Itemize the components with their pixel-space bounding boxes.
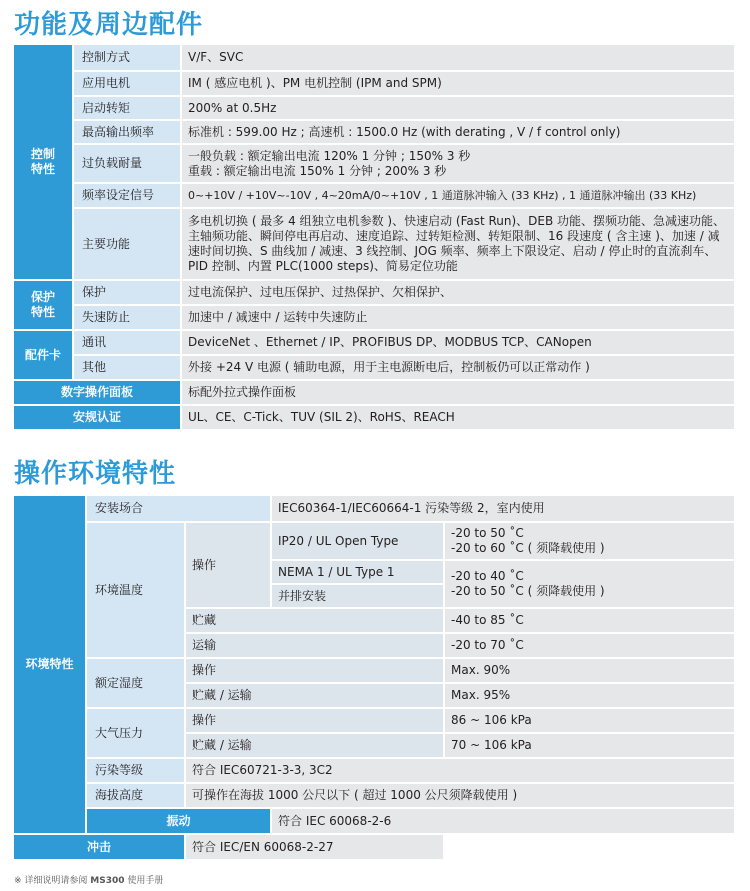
table-row bbox=[14, 120, 735, 144]
table-row bbox=[14, 834, 735, 860]
row-value: 86 ~ 106 kPa bbox=[444, 708, 735, 733]
table-row bbox=[14, 496, 735, 522]
row-value: 加速中 / 减速中 / 运转中失速防止 bbox=[181, 305, 735, 330]
row-label: 安装场合 bbox=[86, 496, 271, 522]
row-value: 一般负载 : 额定输出电流 120% 1 分钟 ; 150% 3 秒 重载 : 额定输出电流 150% 1 分钟 ; 200% 3 秒 bbox=[181, 144, 735, 183]
sub-label: IP20 / UL Open Type bbox=[271, 522, 444, 560]
row-value: 外接 +24 V 电源 ( 辅助电源，用于主电源断电后，控制板仍可以正常动作 ) bbox=[181, 355, 735, 380]
row-label: 其他 bbox=[73, 355, 181, 380]
table-row bbox=[14, 355, 735, 380]
row-value: UL、CE、C-Tick、TUV (SIL 2)、RoHS、REACH bbox=[181, 405, 735, 430]
row-label-temperature: 环境温度 bbox=[86, 522, 185, 658]
row-value: 标配外拉式操作面板 bbox=[181, 380, 735, 405]
sub-label: 贮藏 bbox=[185, 608, 444, 633]
section-title-features: 功能及周边配件 bbox=[14, 10, 204, 40]
footnote-suffix: 使用手册 bbox=[124, 876, 164, 886]
table-row bbox=[14, 144, 735, 183]
table-row bbox=[14, 808, 735, 834]
row-label: 过负载耐量 bbox=[73, 144, 181, 183]
row-label-cert: 安规认证 bbox=[14, 405, 181, 430]
row-value: 可操作在海拔 1000 公尺以下 ( 超过 1000 公尺须降载使用 ) bbox=[185, 783, 735, 808]
row-label: 启动转矩 bbox=[73, 96, 181, 120]
sub-label: 操作 bbox=[185, 658, 444, 683]
table-row bbox=[14, 45, 735, 71]
row-value: 0~+10V / +10V~-10V , 4~20mA/0~+10V , 1 通道脉冲输入 (33 KHz) , 1 通道脉冲输出 (33 KHz) bbox=[181, 183, 735, 208]
row-label-altitude: 海拔高度 bbox=[86, 783, 185, 808]
table-row bbox=[14, 658, 735, 683]
row-value: -40 to 85 ˚C bbox=[444, 608, 735, 633]
row-value: -20 to 50 ˚C -20 to 60 ˚C ( 须降载使用 ) bbox=[444, 522, 735, 560]
group-environment: 环境特性 bbox=[14, 496, 86, 834]
sub-label: 操作 bbox=[185, 522, 271, 608]
table-row bbox=[14, 96, 735, 120]
sub-label: 贮藏 / 运输 bbox=[185, 683, 444, 708]
row-label-humidity: 额定湿度 bbox=[86, 658, 185, 708]
table-row bbox=[14, 783, 735, 808]
row-label-panel: 数字操作面板 bbox=[14, 380, 181, 405]
features-table bbox=[14, 45, 736, 431]
table-row bbox=[14, 708, 735, 733]
row-value: Max. 90% bbox=[444, 658, 735, 683]
table-row bbox=[14, 71, 735, 96]
row-label: 主要功能 bbox=[73, 208, 181, 280]
section-title-environment: 操作环境特性 bbox=[14, 459, 177, 489]
row-value: 200% at 0.5Hz bbox=[181, 96, 735, 120]
group-control: 控制 特性 bbox=[14, 45, 73, 280]
row-value: DeviceNet 、Ethernet / IP、PROFIBUS DP、MODBUS TCP、CANopen bbox=[181, 330, 735, 355]
row-label-shock: 冲击 bbox=[14, 834, 185, 860]
row-value: V/F、SVC bbox=[181, 45, 735, 71]
row-label: 应用电机 bbox=[73, 71, 181, 96]
row-label-pressure: 大气压力 bbox=[86, 708, 185, 758]
row-label: 失速防止 bbox=[73, 305, 181, 330]
row-label: 频率设定信号 bbox=[73, 183, 181, 208]
footnote-model: MS300 bbox=[90, 876, 125, 886]
row-label-pollution: 污染等级 bbox=[86, 758, 185, 783]
row-value: 符合 IEC/EN 60068-2-27 bbox=[185, 834, 444, 860]
row-value: -20 to 70 ˚C bbox=[444, 633, 735, 658]
sub-label: 贮藏 / 运输 bbox=[185, 733, 444, 758]
row-value: 过电流保护、过电压保护、过热保护、欠相保护、 bbox=[181, 280, 735, 305]
row-value: 标准机 : 599.00 Hz ; 高速机 : 1500.0 Hz (with derating , V / f control only) bbox=[181, 120, 735, 144]
group-protect: 保护 特性 bbox=[14, 280, 73, 330]
row-value: -20 to 40 ˚C -20 to 50 ˚C ( 须降载使用 ) bbox=[444, 560, 735, 608]
row-value: IM ( 感应电机 )、PM 电机控制 (IPM and SPM) bbox=[181, 71, 735, 96]
row-value: 多电机切换 ( 最多 4 组独立电机参数 )、快速启动 (Fast Run)、DEB 功能、摆频功能、急减速功能、主轴频功能、瞬间停电再启动、速度追踪、过转矩检测、转矩限制、16 段速度 ( 含主速 )、加速 / 减速时间切换、S 曲线加 / 减速、3 线控制、JOG 频率、频率上下限设定、启动 / 停止时的直流刹车、PID 控制、内置 PLC(1000 steps)、简易定位功能 bbox=[181, 208, 735, 280]
row-value: 70 ~ 106 kPa bbox=[444, 733, 735, 758]
sub-label: NEMA 1 / UL Type 1 bbox=[271, 560, 444, 584]
row-value: IEC60364-1/IEC60664-1 污染等级 2，室内使用 bbox=[271, 496, 735, 522]
row-label: 最高输出频率 bbox=[73, 120, 181, 144]
row-label-vibration: 振动 bbox=[86, 808, 271, 834]
table-row bbox=[14, 183, 735, 208]
table-row bbox=[14, 305, 735, 330]
sub-label: 并排安装 bbox=[271, 584, 444, 608]
table-row bbox=[14, 208, 735, 280]
row-value: 符合 IEC60721-3-3, 3C2 bbox=[185, 758, 735, 783]
row-value: Max. 95% bbox=[444, 683, 735, 708]
table-row bbox=[14, 405, 735, 430]
table-row bbox=[14, 758, 735, 783]
environment-table bbox=[14, 496, 736, 861]
row-label: 通讯 bbox=[73, 330, 181, 355]
table-row bbox=[14, 522, 735, 560]
row-value: 符合 IEC 60068-2-6 bbox=[271, 808, 735, 834]
table-row bbox=[14, 330, 735, 355]
footnote bbox=[14, 873, 163, 886]
table-row bbox=[14, 380, 735, 405]
sub-label: 运输 bbox=[185, 633, 444, 658]
sub-label: 操作 bbox=[185, 708, 444, 733]
row-label: 控制方式 bbox=[73, 45, 181, 71]
group-card: 配件卡 bbox=[14, 330, 73, 380]
table-row bbox=[14, 280, 735, 305]
footnote-prefix: ※ 详细说明请参阅 bbox=[14, 876, 91, 886]
row-label: 保护 bbox=[73, 280, 181, 305]
